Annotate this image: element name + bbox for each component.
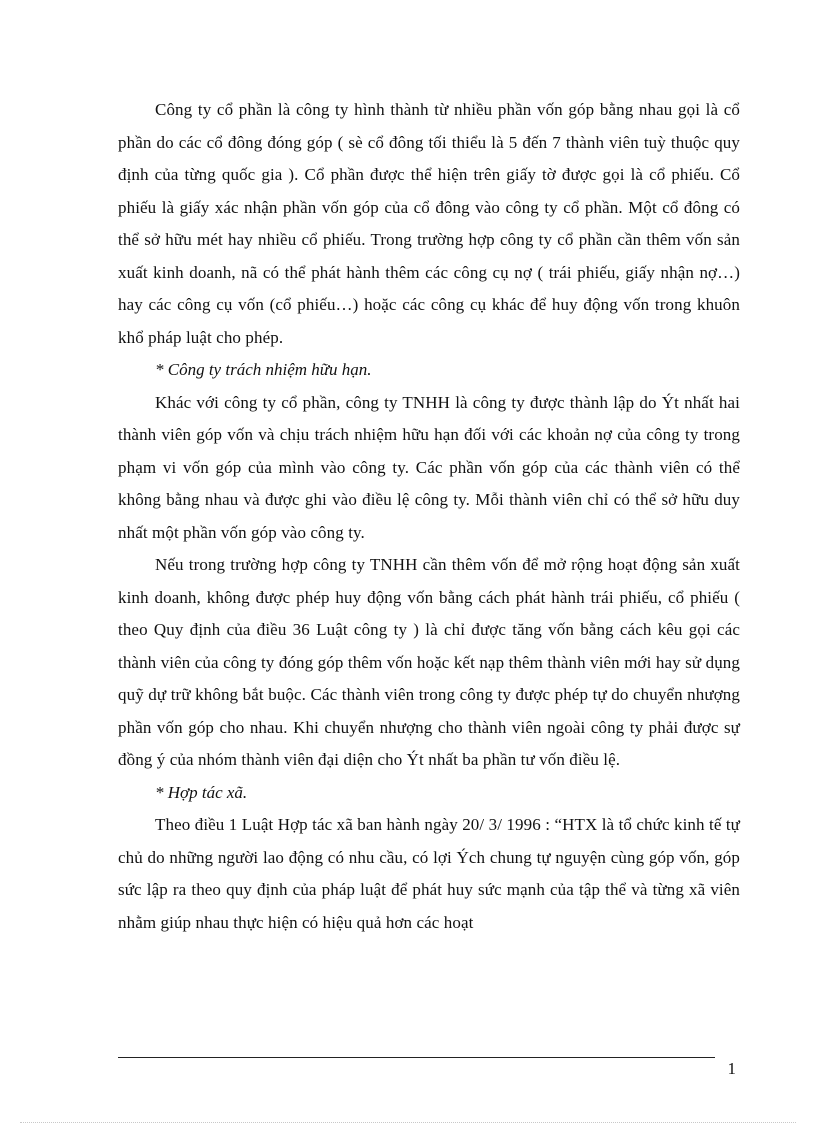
paragraph-llc-capital: Nếu trong trường hợp công ty TNHH cần thêm vốn để mở rộng hoạt động sản xuất kinh doanh, không được phép huy động vốn bằng cách phát hành trái phiếu, cổ phiếu ( theo Quy định của điều 36 Luật công ty ) là chỉ được tăng vốn bằng cách kêu gọi các thành viên của công ty đóng góp thêm vốn hoặc kết nạp thêm thành viên mới hay sử dụng quỹ dự trữ không bắt buộc. Các thành viên trong công ty được phép tự do chuyển nhượng phần vốn góp cho nhau. Khi chuyển nhượng cho thành viên ngoài công ty phải được sự đồng ý của nhóm thành viên đại diện cho Ýt nhất ba phần tư vốn điều lệ. [118,555,740,769]
page-number: 1 [727,1059,736,1078]
footer-rule [118,1057,715,1058]
paragraph-llc-definition: Khác với công ty cổ phần, công ty TNHH là công ty được thành lập do Ýt nhất hai thành viên góp vốn và chịu trách nhiệm hữu hạn đối với các khoản nợ của công ty trong phạm vi vốn góp của mình vào công ty. Các phần vốn góp của các thành viên có thể không bằng nhau và được ghi vào điều lệ công ty. Mỗi thành viên chỉ có thể sở hữu duy nhất một phần vốn góp vào công ty. [118,392,740,542]
page-body [118,94,740,939]
heading-cooperative: * Hợp tác xã. [155,782,248,802]
paragraph-joint-stock-company: Công ty cổ phần là công ty hình thành từ nhiều phần vốn góp bằng nhau gọi là cổ phần do các cổ đông đóng góp ( sè cổ đông tối thiểu là 5 đến 7 thành viên tuỳ thuộc quy định của từng quốc gia ). Cổ phần được thể hiện trên giấy tờ được gọi là cổ phiếu. Cổ phiếu là giấy xác nhận phần vốn góp của cổ đông vào công ty cổ phần. Một cổ đông có thể sở hữu mét hay nhiều cổ phiếu. Trong trường hợp công ty cổ phần cần thêm vốn sản xuất kinh doanh, nã có thể phát hành thêm các công cụ nợ ( trái phiếu, giấy nhận nợ…) hay các công cụ vốn (cổ phiếu…) hoặc các công cụ khác để huy động vốn trong khuôn khổ pháp luật cho phép. [118,100,740,347]
heading-limited-liability-company: * Công ty trách nhiệm hữu hạn. [155,360,372,379]
paragraph-cooperative-definition: Theo điều 1 Luật Hợp tác xã ban hành ngày 20/ 3/ 1996 : “HTX là tổ chức kinh tế tự chủ do những người lao động có nhu cầu, có lợi Ých chung tự nguyện cùng góp vốn, góp sức lập ra theo quy định của pháp luật để phát huy sức mạnh của tập thể và từng xã viên nhằm giúp nhau thực hiện có hiệu quả hơn các hoạt [118,815,740,932]
